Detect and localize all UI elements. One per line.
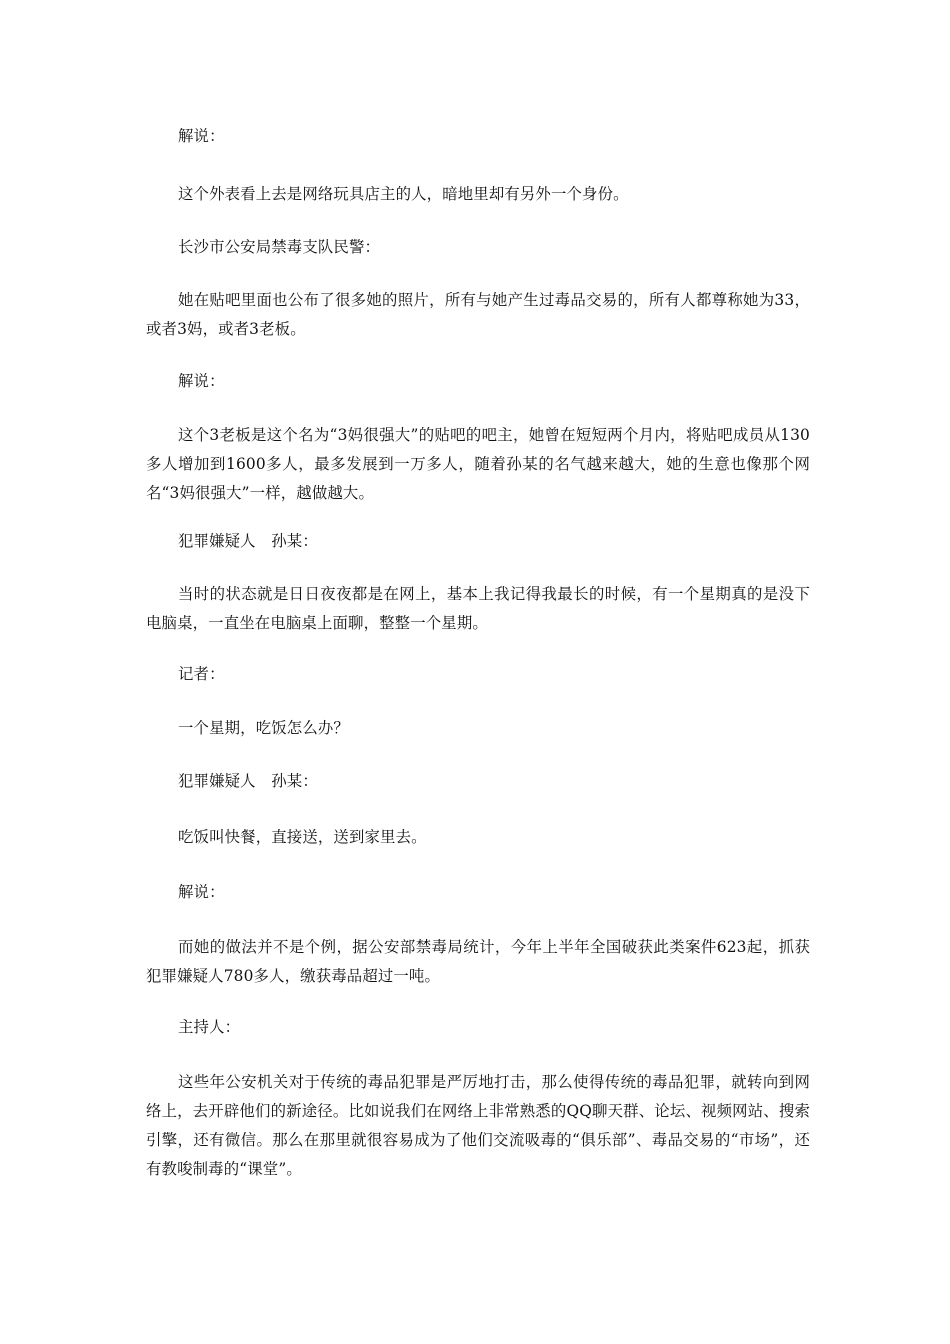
speaker-label: 长沙市公安局禁毒支队民警： [178,238,381,256]
body-paragraph: 这个3老板是这个名为“3妈很强大”的贴吧的吧主，她曾在短短两个月内，将贴吧成员从130多人增加到1600多人，最多发展到一万多人，随着孙某的名气越来越大，她的生意也像那个网名“3妈很强大”一样，越做越大。 [146,426,810,502]
body-paragraph: 这个外表看上去是网络玩具店主的人，暗地里却有另外一个身份。 [178,185,629,203]
body-paragraph: 一个星期，吃饭怎么办？ [178,719,349,737]
body-paragraph: 当时的状态就是日日夜夜都是在网上，基本上我记得我最长的时候，有一个星期真的是没下电脑桌，一直坐在电脑桌上面聊，整整一个星期。 [146,585,810,632]
speaker-label: 解说： [178,127,225,145]
speaker-label: 解说： [178,883,225,901]
body-paragraph: 她在贴吧里面也公布了很多她的照片，所有与她产生过毒品交易的，所有人都尊称她为33，或者3妈，或者3老板。 [146,291,810,338]
speaker-label: 犯罪嫌疑人 孙某： [178,772,318,790]
body-paragraph: 吃饭叫快餐，直接送，送到家里去。 [178,828,427,846]
body-paragraph: 这些年公安机关对于传统的毒品犯罪是严厉地打击，那么使得传统的毒品犯罪，就转向到网络上，去开辟他们的新途径。比如说我们在网络上非常熟悉的QQ聊天群、论坛、视频网站、搜索引擎，还有微信。那么在那里就很容易成为了他们交流吸毒的“俱乐部”、毒品交易的“市场”，还有教唆制毒的“课堂”。 [146,1073,810,1178]
speaker-label: 记者： [178,665,225,683]
speaker-label: 犯罪嫌疑人 孙某： [178,532,318,550]
body-paragraph: 而她的做法并不是个例，据公安部禁毒局统计，今年上半年全国破获此类案件623起，抓获犯罪嫌疑人780多人，缴获毒品超过一吨。 [146,938,810,985]
speaker-label: 主持人： [178,1018,241,1036]
speaker-label: 解说： [178,372,225,390]
